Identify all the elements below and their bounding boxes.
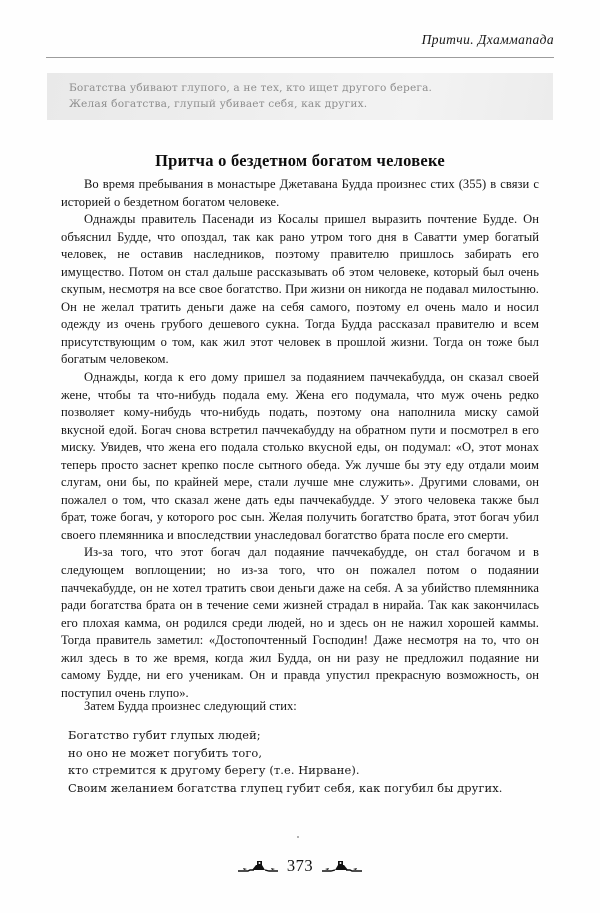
running-header: Притчи. Дхаммапада: [421, 32, 554, 47]
page-number: 373: [286, 856, 314, 875]
epigraph-panel: [47, 73, 553, 120]
verse-intro: Затем Будда произнес следующий стих:: [84, 699, 297, 713]
verse-line: кто стремится к другому берегу (т.е. Нирване).: [68, 763, 360, 778]
verse-line: Богатство губит глупых людей;: [68, 728, 261, 742]
body-text: [61, 176, 539, 702]
page-title: Притча о бездетном богатом человеке: [155, 151, 445, 171]
epigraph-line: Желая богатства, глупый убивает себя, как других.: [69, 98, 368, 110]
paragraph: Однажды правитель Пасенади из Косалы пришел выразить почтение Будде. Он объяснил Будде, что опоздал, так как рано утром того дня в Саватти умер богатый человек, не оставив наследников, поэтому правителю пришлось забирать его имущество. Потом он стал дальше рассказывать об этом человеке, который был очень скупым, несмотря на все свое богатство. При жизни он никогда не подавал милостыню. Он не желал тратить деньги даже на себя самого, поэтому ел очень мало и носил одежду из очень грубого дешевого сукна. Тогда Будда рассказал правителю и всем присутствующим о том, как жил этот человек в прошлой жизни. Тогда он тоже был богатым человеком.: [61, 212, 539, 367]
verse-block: [68, 727, 540, 797]
epigraph-line: Богатства убивают глупого, а не тех, кто ищет другого берега.: [69, 82, 433, 94]
paragraph: Из-за того, что этот богач дал подаяние паччекабудде, он стал богачом и в следующем воплощении; но из-за того, что он пожалел потом о подаянии паччекабудде, он не хотел тратить свои деньги даже на себя. А за убийство племянника ради богатства брата он в течение семи жизней страдал в нирайа. Так как закончилась его плохая камма, он родился среди людей, но и здесь он не нажил хорошей каммы. Тогда правитель заметил: «Достопочтенный Господин! Даже несмотря на то, что он жил здесь в то же время, когда жил Будда, он ни разу не предложил подаяние ни самому Будде, ни его ученикам. Он и правда упустил прекрасную возможность, он поступил очень глупо».: [61, 545, 539, 700]
flourish-ornament-icon: [238, 859, 278, 874]
header-rule: [46, 57, 554, 58]
paragraph: Во время пребывания в монастыре Джетавана Будда произнес стих (355) в связи с историей о бездетном богатом человеке.: [61, 177, 539, 209]
page-dot-mark: [297, 836, 299, 838]
paragraph: Однажды, когда к его дому пришел за подаянием паччекабудда, он сказал своей жене, чтобы та что-нибудь подала ему. Жена его подумала, что муж очень редко позволяет кому-нибудь что-нибудь подать, поэтому она наполнила миску самой вкусной едой. Богач снова встретил паччекабудду на обратном пути и посмотрел в его миску. Увидев, что жена его подала столько вкусной еды, он подумал: «О, этот монах теперь просто заснет крепко после сытного обеда. Уж лучше бы эту еду отдали моим слугам, они бы, по крайней мере, стали лучше мне служить». Другими словами, он пожалел о том, что сказал жене дать еды паччекабудде. У этого человека также был брат, тоже богач, у которого рос сын. Желая получить богатство брата, этот богач убил своего племянника и впоследствии унаследовал богатство брата после его смерти.: [61, 370, 539, 542]
verse-line: Своим желанием богатства глупец губит себя, как погубил бы других.: [68, 780, 503, 795]
verse-line: но оно не может погубить того,: [68, 745, 263, 760]
flourish-ornament-icon: [322, 859, 362, 874]
page-footer: [0, 856, 600, 876]
